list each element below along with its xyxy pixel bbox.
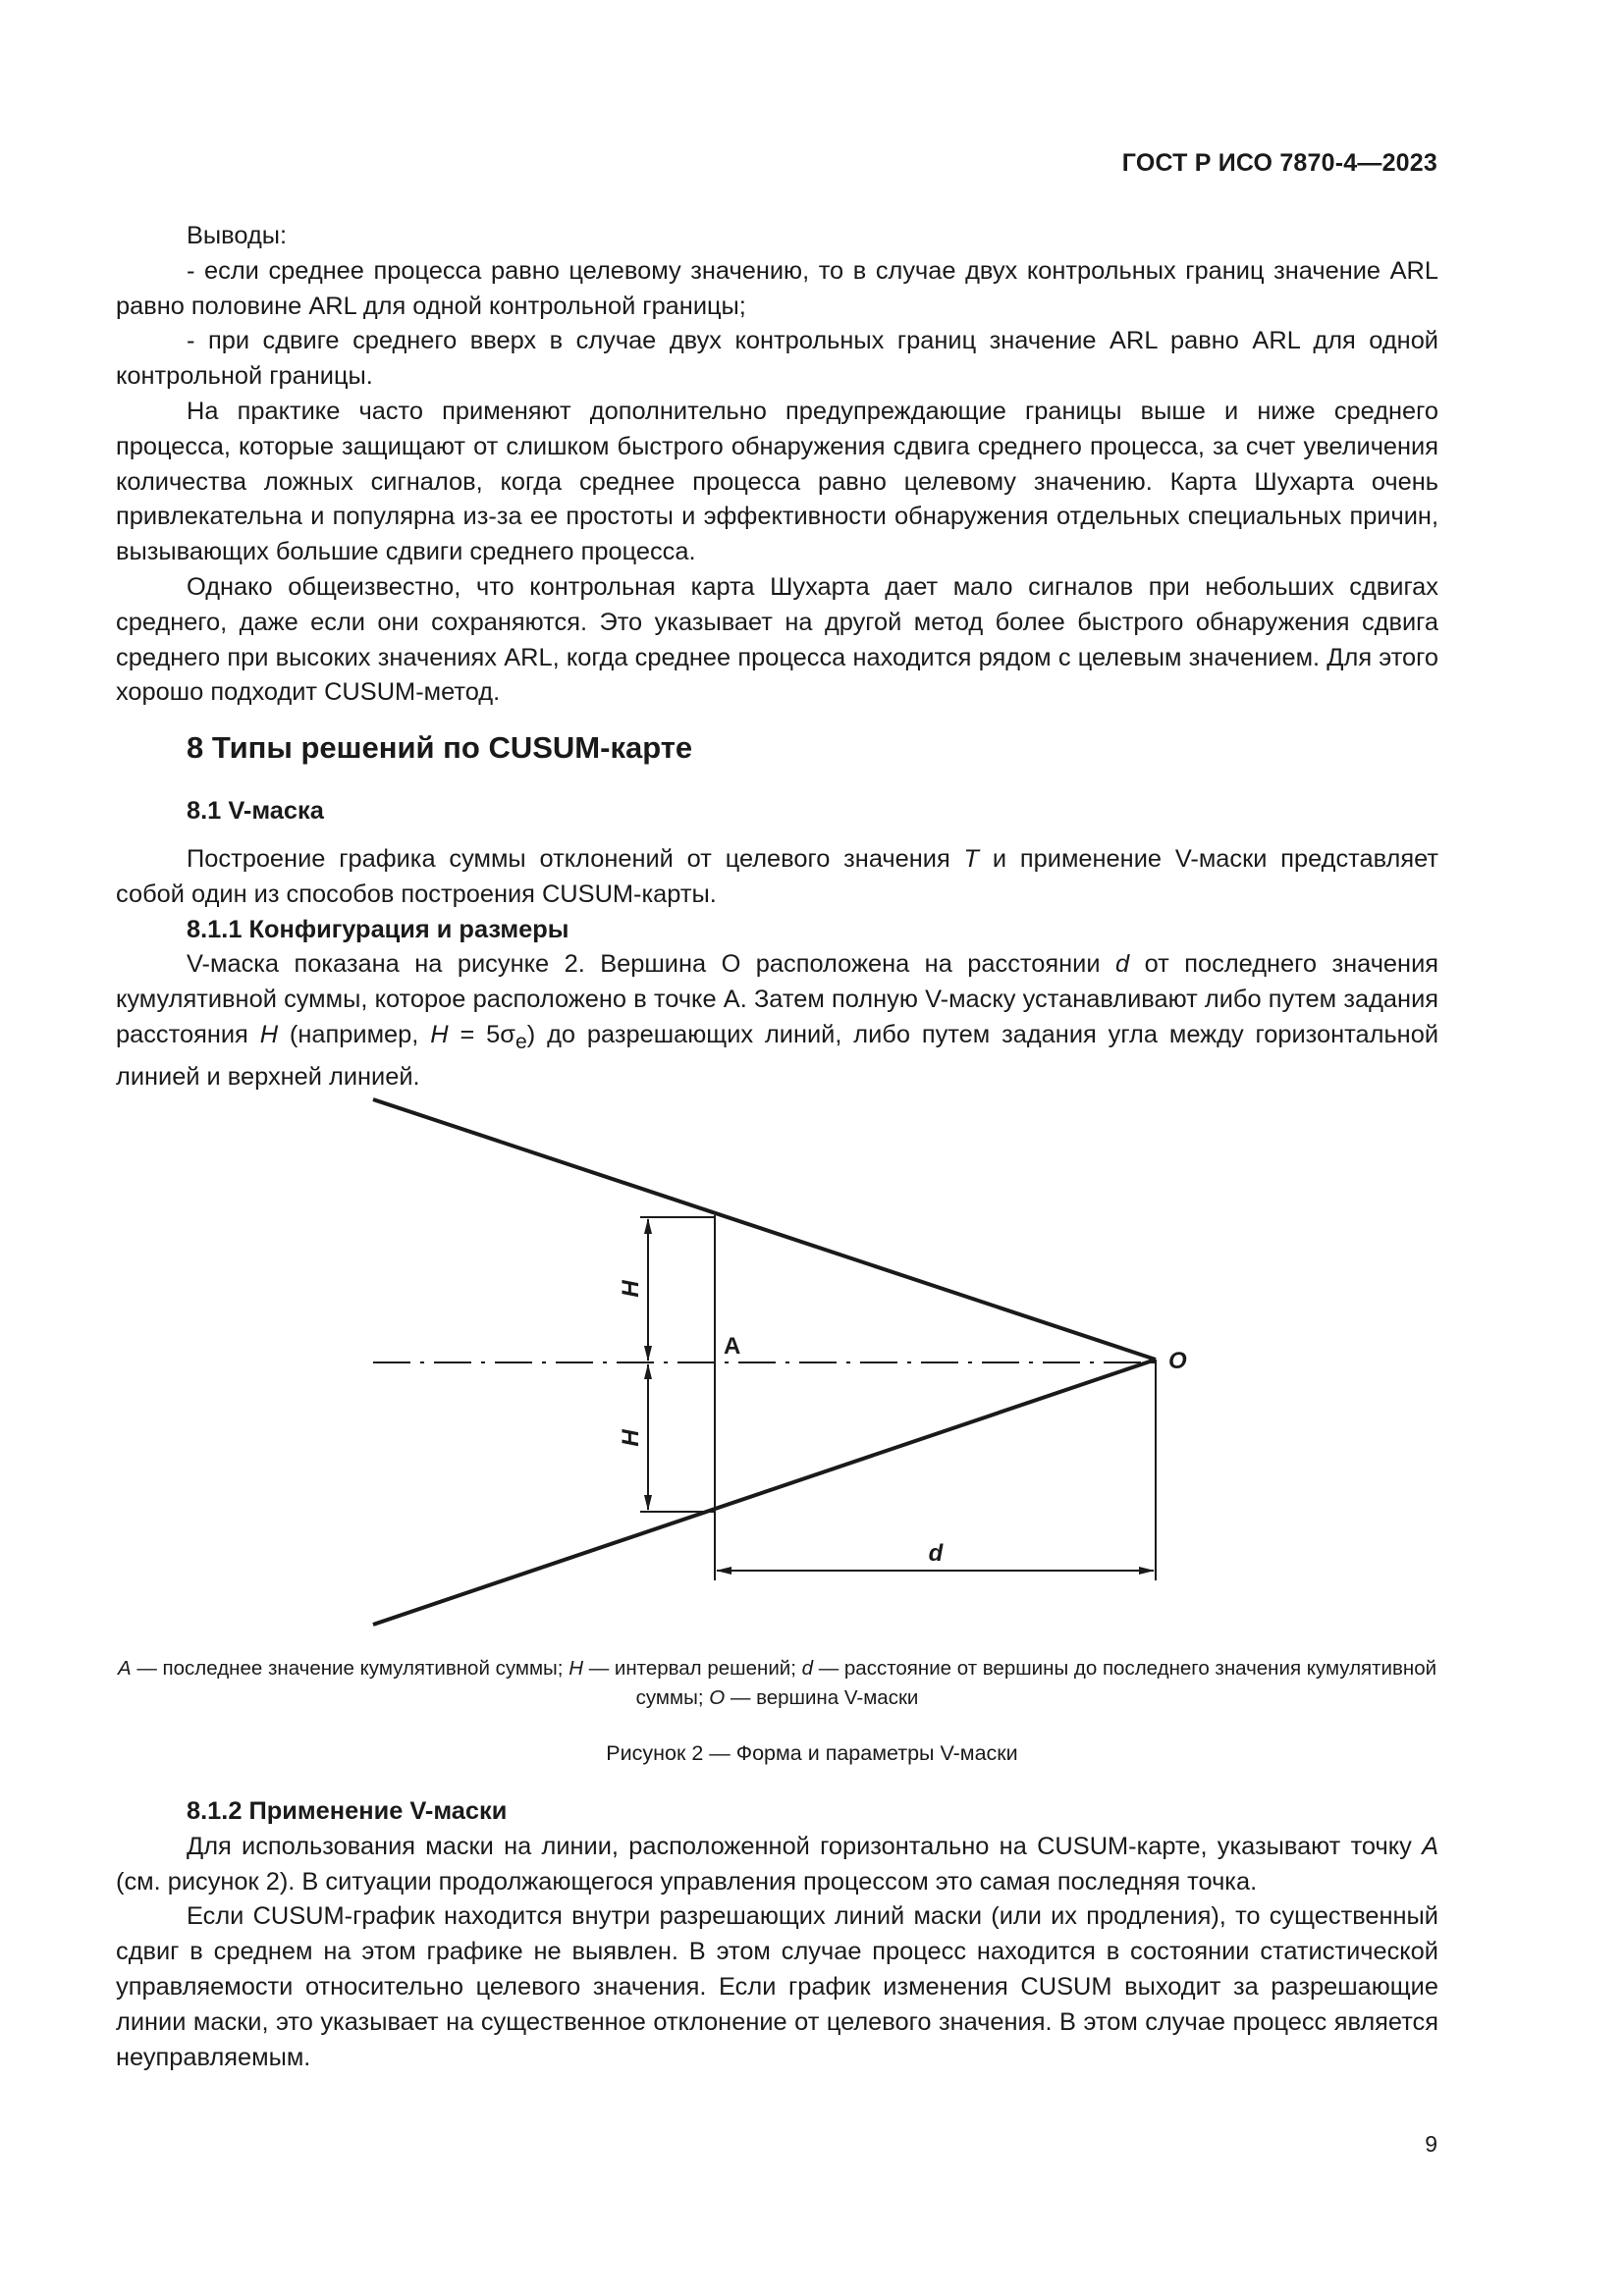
paragraph-bullet-2: - при сдвиге среднего вверх в случае двух контрольных границ значение ARL равно ARL для одной контрольной границы. [116, 327, 1438, 391]
section-8-1-1-heading: 8.1.1 Конфигурация и размеры [187, 915, 569, 943]
label-d: d [928, 1540, 944, 1567]
paragraph-vmask-interpretation: Если CUSUM-график находится внутри разрешающих линий маски (или их продления), то существенный сдвиг в среднем на этом графике не выявлен. В этом случае процесс находится в состоянии статистической управляемости относительно целевого значения. Если график изменения CUSUM выходит за разрешающие линии маски, это указывает на существенное отклонение от целевого значения. В этом случае процесс является неуправляемым. [116, 1902, 1438, 2071]
paragraph-vmask-usage: Для использования маски на линии, расположенной горизонтально на CUSUM-карте, указывают точку А (см. рисунок 2). В ситуации продолжающегося управления процессом это самая последняя точка. [116, 1832, 1438, 1896]
vmask-figure [0, 1080, 1624, 1649]
figure-legend: A — последнее значение кумулятивной суммы; H — интервал решений; d — расстояние от вершины до последнего значения кумулятивной суммы; O — вершина V-маски [117, 1657, 1437, 1709]
paragraph-cusum-method: Однако общеизвестно, что контрольная карта Шухарта дает мало сигналов при небольших сдвигах среднего, даже если они сохраняются. Это указывает на другой метод более быстрого обнаружения сдвига среднего при высоких значениях ARL, когда среднее процесса находится рядом с целевым значением. Для этого хорошо подходит CUSUM-метод. [116, 572, 1438, 707]
section-8-1-block [116, 842, 1438, 1095]
label-h-upper: H [618, 1280, 644, 1298]
paragraph-warning-limits: На практике часто применяют дополнительно предупреждающие границы выше и ниже среднего процесса, которые защищают от слишком быстрого обнаружения сдвига среднего процесса, за счет увеличения количества ложных сигналов, когда среднее процесса равно целевому значению. Карта Шухарта очень привлекательна и популярна из-за ее простоты и эффективности обнаружения отдельных специальных причин, вызывающих большие сдвиги среднего процесса. [116, 397, 1438, 566]
label-h-lower: H [618, 1429, 644, 1447]
page-number: 9 [1425, 2131, 1437, 2157]
section-8-1-heading: 8.1 V-маска [187, 797, 324, 825]
section-8-1-2-heading: 8.1.2 Применение V-маски [187, 1797, 508, 1825]
intro-block [116, 219, 1438, 711]
document-header: ГОСТ Р ИСО 7870-4—2023 [1121, 149, 1437, 177]
paragraph-bullet-1: - если среднее процесса равно целевому значению, то в случае двух контрольных границ значение ARL равно половине ARL для одной контрольной границы; [116, 256, 1438, 320]
paragraph-conclusions: Выводы: [187, 222, 288, 249]
section-8-heading: 8 Типы решений по CUSUM-карте [187, 730, 693, 765]
vmask-lower-arm [373, 1360, 1156, 1625]
vmask-upper-arm [373, 1099, 1156, 1360]
label-a: A [724, 1333, 741, 1360]
section-8-1-2-block [116, 1794, 1438, 2075]
figure-caption: Рисунок 2 — Форма и параметры V-маски [606, 1741, 1018, 1765]
paragraph-vmask-config: V-маска показана на рисунке 2. Вершина О расположена на расстоянии d от последнего значения кумулятивной суммы, которое расположено в точке А. Затем полную V-маску устанавливают либо путем задания расстояния H (например, $H = 5\sigma_e$) до разрешающих линий, либо путем задания угла между горизонтальной линией и верхней линией. [116, 950, 1439, 1091]
label-o: O [1168, 1348, 1187, 1374]
paragraph-vmask-intro: Построение графика суммы отклонений от целевого значения T и применение V-маски представляет собой один из способов построения CUSUM-карты. [116, 845, 1438, 908]
